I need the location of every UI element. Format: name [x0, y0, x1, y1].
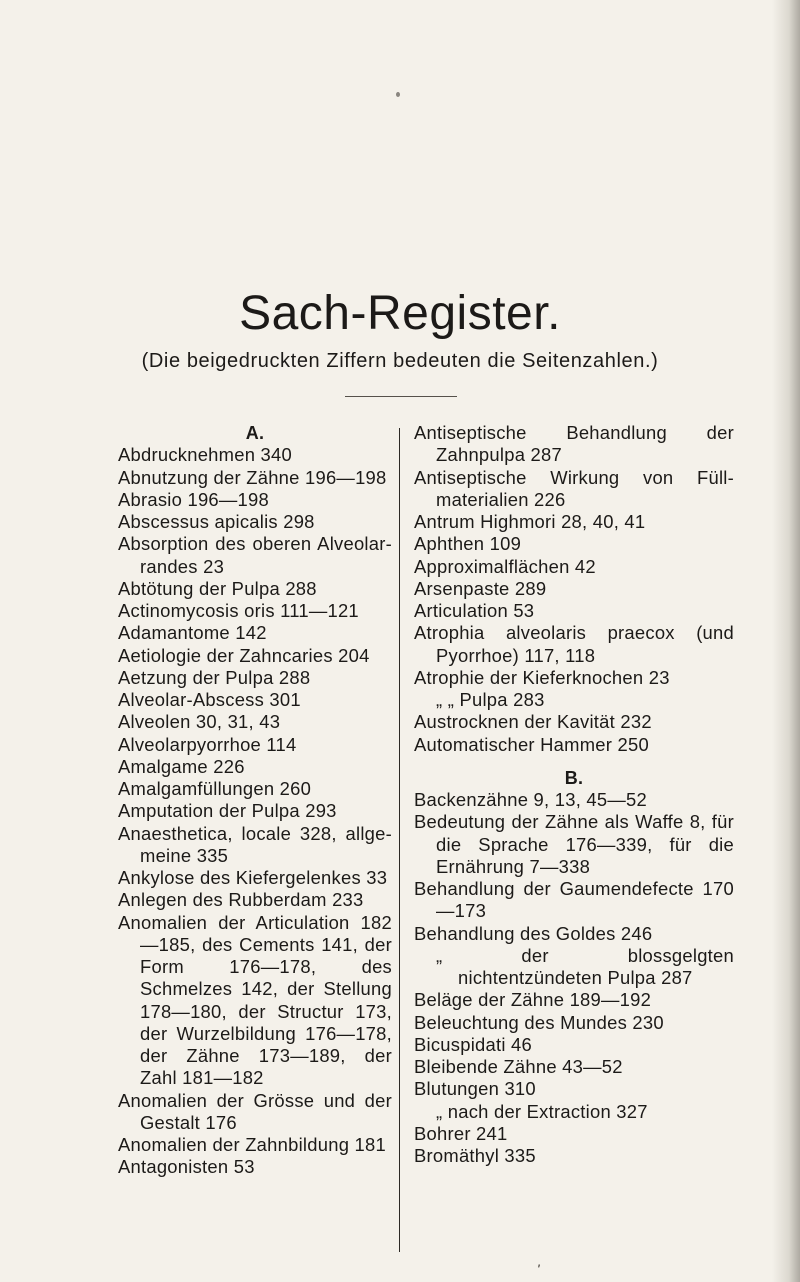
index-entry-ditto: „ nach der Extraction 327: [436, 1100, 648, 1122]
index-entry-ditto: „ „ Pulpa 283: [436, 689, 545, 710]
index-entry: Amalgamfüllungen 260: [118, 778, 312, 799]
title-divider: [345, 396, 457, 397]
index-entry: Amalgame 226: [118, 755, 245, 777]
index-column-right: [414, 422, 734, 1167]
index-entry: Bromäthyl 335: [414, 1145, 536, 1166]
index-entry: Anomalien der Articulation 182—185, des Cements 141, der Form 176—178, des Schmelzes 142, der Stellung 178—180, der Structur 173, der Wurzelbildung 176—178, der Zähne 173—189, der Zahl 181—182: [118, 911, 392, 1089]
index-entry: Bohrer 241: [414, 1122, 508, 1144]
index-entry: Behandlung des Goldes 246: [414, 922, 653, 944]
index-entry: Abscessus apicalis 298: [118, 511, 315, 532]
index-entry: Atrophia alveolaris praecox (und Pyorrhoe) 117, 118: [414, 622, 734, 666]
index-entry: Beläge der Zähne 189—192: [414, 989, 652, 1011]
paper-speck: [396, 92, 400, 97]
index-entry: Alveolen 30, 31, 43: [118, 711, 281, 733]
index-entry: Abnutzung der Zähne 196—198: [118, 466, 387, 488]
index-entry-ditto: „ der blossgelgten nichtentzündeten Pulpa 287: [436, 944, 734, 988]
index-entry: Articulation 53: [414, 600, 535, 621]
index-entry: Anaesthetica, locale 328, allge-meine 335: [118, 822, 392, 866]
index-entry: Beleuchtung des Mundes 230: [414, 1011, 664, 1033]
index-entry: Atrophie der Kieferknochen 23: [414, 666, 670, 688]
index-entry: Austrocknen der Kavität 232: [414, 711, 652, 733]
index-entry: Antrum Highmori 28, 40, 41: [414, 511, 646, 532]
page-subtitle: (Die beigedruckten Ziffern bedeuten die Seitenzahlen.): [141, 350, 659, 372]
index-entry: Automatischer Hammer 250: [414, 733, 649, 755]
index-entry: Actinomycosis oris 111—121: [118, 600, 359, 621]
index-entry: Abtötung der Pulpa 288: [118, 577, 317, 599]
index-entry: Abrasio 196—198: [118, 488, 269, 510]
section-letter-b: B.: [564, 767, 584, 788]
index-entry: Abdrucknehmen 340: [118, 444, 292, 466]
index-column-left: [118, 422, 392, 1179]
index-entry: Behandlung der Gaumendefecte 170—173: [414, 878, 734, 922]
footer-mark: ': [535, 1260, 542, 1278]
index-entry: Absorption des oberen Alveolar-randes 23: [118, 533, 392, 577]
index-entry: Amputation der Pulpa 293: [118, 800, 337, 822]
page-edge-shadow: [772, 0, 800, 1282]
index-entry: Anomalien der Grösse und der Gestalt 176: [118, 1089, 392, 1133]
index-entry: Alveolar-Abscess 301: [118, 689, 301, 710]
section-letter-a: A.: [245, 423, 265, 443]
column-divider: [399, 428, 400, 1252]
index-entry: Antagonisten 53: [118, 1156, 255, 1178]
index-entry: Anlegen des Rubberdam 233: [118, 889, 364, 911]
index-entry: Aphthen 109: [414, 533, 522, 555]
index-entry: Backenzähne 9, 13, 45—52: [414, 789, 647, 810]
index-entry: Blutungen 310: [414, 1078, 536, 1100]
index-entry: Adamantome 142: [118, 622, 267, 644]
index-entry: Ankylose des Kiefergelenkes 33: [118, 867, 388, 888]
index-entry: Antiseptische Wirkung von Füll-materialien 226: [414, 466, 734, 510]
index-entry: Bicuspidati 46: [414, 1033, 533, 1055]
index-entry: Antiseptische Behandlung der Zahnpulpa 287: [414, 422, 734, 466]
index-entry: Aetiologie der Zahncaries 204: [118, 644, 370, 666]
index-entry: Bleibende Zähne 43—52: [414, 1056, 623, 1077]
index-entry: Approximalflächen 42: [414, 555, 596, 577]
index-entry: Anomalien der Zahnbildung 181: [118, 1134, 386, 1155]
page-title: Sach-Register.: [239, 287, 561, 340]
index-entry: Arsenpaste 289: [414, 577, 547, 599]
index-entry: Alveolarpyorrhoe 114: [118, 733, 297, 755]
index-entry: Bedeutung der Zähne als Waffe 8, für die Sprache 176—339, für die Ernährung 7—338: [414, 811, 734, 877]
index-entry: Aetzung der Pulpa 288: [118, 666, 311, 688]
